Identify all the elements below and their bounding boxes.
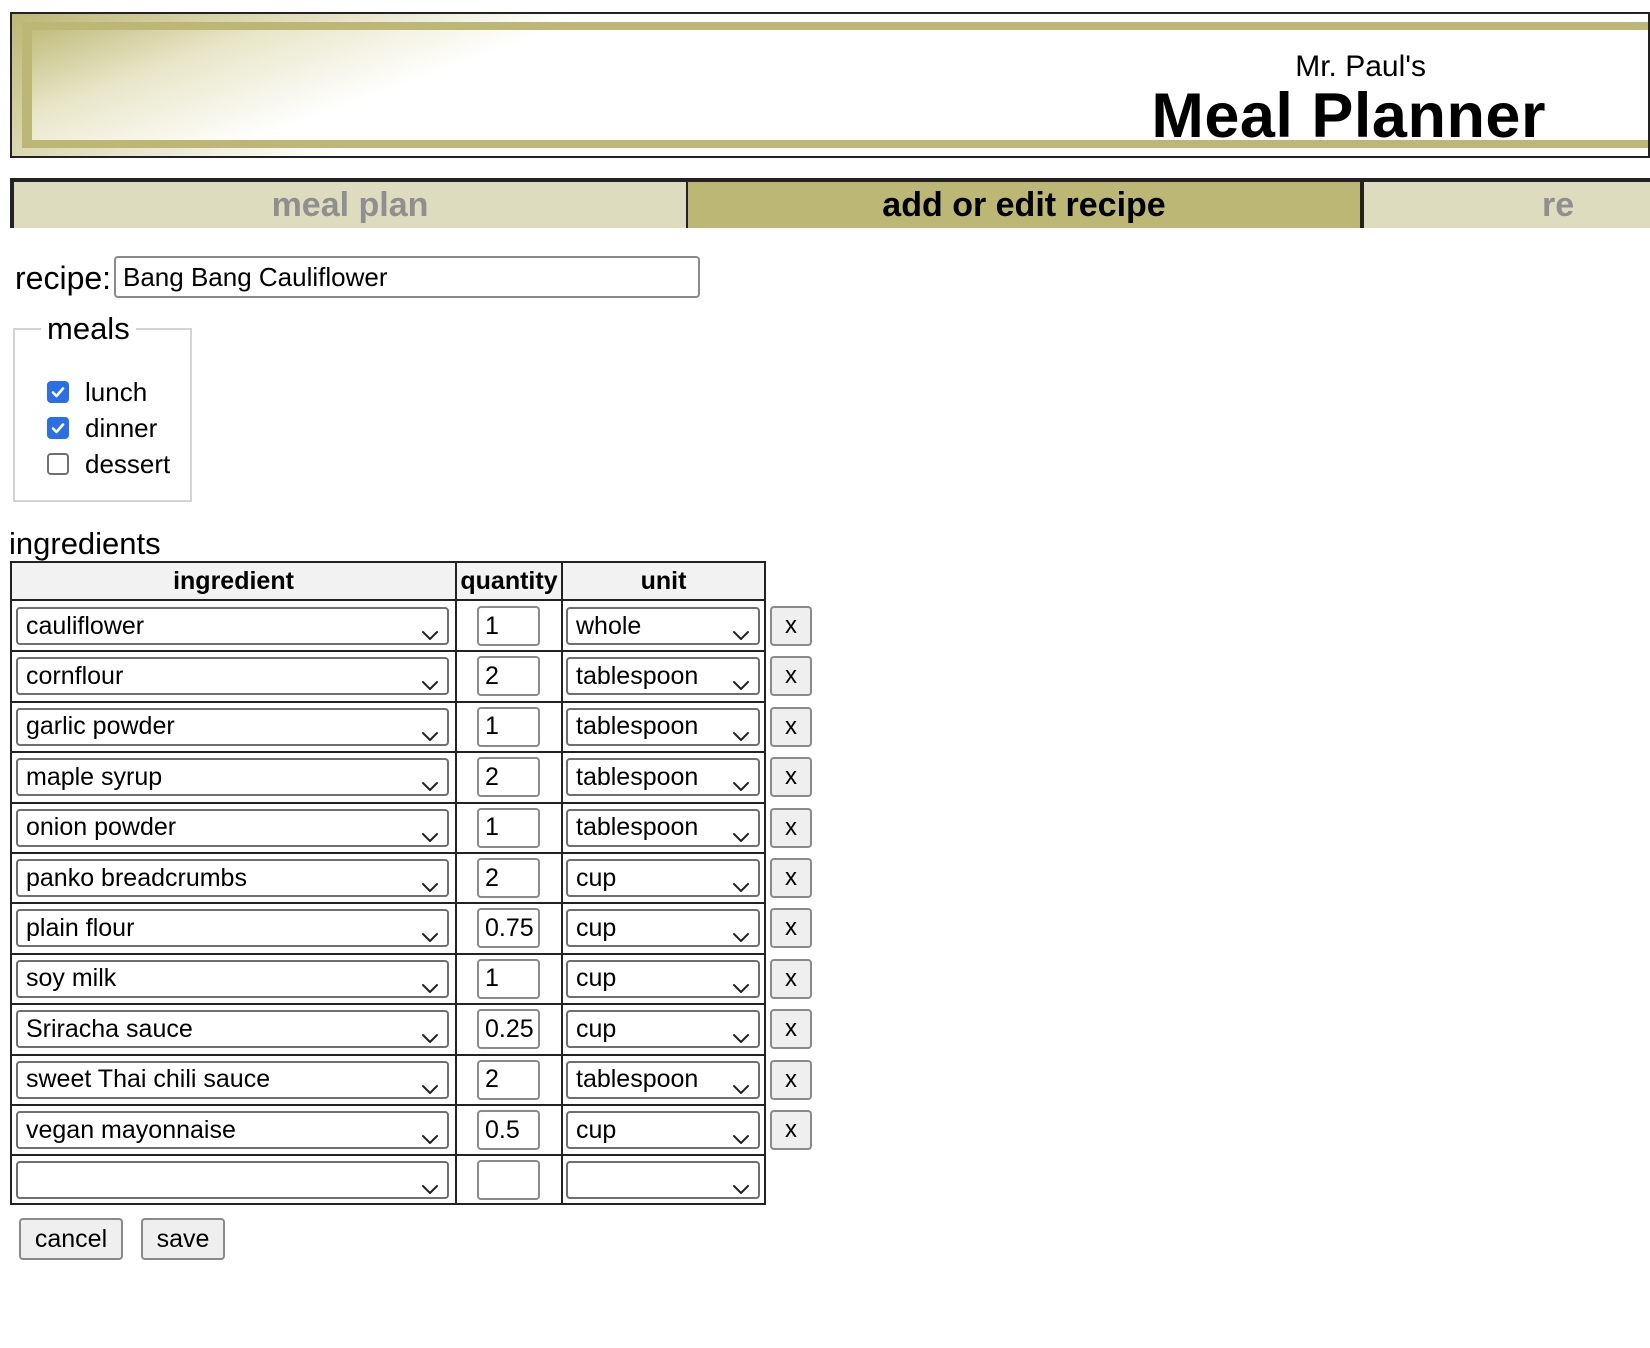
ingredient-select[interactable] [16,859,449,897]
column-header-unit: unit [640,566,687,595]
app-subtitle: Mr. Paul's [1295,50,1426,83]
meals-legend: meals [41,312,136,346]
recipe-name-input[interactable] [114,256,700,298]
unit-select[interactable] [566,960,760,998]
quantity-input[interactable]: 1 [477,707,540,747]
ingredient-value: vegan mayonnaise [26,1115,236,1144]
chevron-down-icon [421,1074,439,1086]
app-title: Meal Planner [1151,81,1546,151]
ingredient-value: cauliflower [26,611,145,640]
table-row [12,702,764,752]
chevron-down-icon [732,1074,750,1086]
check-icon [50,384,66,400]
chevron-down-icon [732,771,750,783]
quantity-input[interactable]: 1 [477,808,540,848]
quantity-input[interactable] [477,1160,540,1200]
chevron-down-icon [421,922,439,934]
unit-value: tablespoon [576,661,699,690]
cancel-button[interactable]: cancel [19,1218,123,1260]
quantity-input[interactable]: 0.5 [477,1110,540,1150]
quantity-input[interactable]: 0.25 [477,1009,540,1049]
ingredient-select[interactable] [16,960,449,998]
ingredient-value: sweet Thai chili sauce [26,1065,271,1094]
column-header-ingredient: ingredient [173,566,294,595]
remove-ingredient-button[interactable]: x [770,606,812,646]
remove-ingredient-button[interactable]: x [770,656,812,696]
chevron-down-icon [732,1124,750,1136]
check-icon [50,420,66,436]
chevron-down-icon [421,1174,439,1186]
ingredients-table [10,561,766,1205]
unit-value: cup [576,863,617,892]
table-row [12,853,764,903]
unit-select[interactable] [566,1010,760,1048]
tab-meal-plan[interactable]: meal plan [10,178,686,228]
unit-select[interactable] [566,1061,760,1099]
chevron-down-icon [421,620,439,632]
unit-value: cup [576,1014,617,1043]
ingredient-value: garlic powder [26,712,175,741]
unit-value: cup [576,913,617,942]
ingredient-value: panko breadcrumbs [26,863,247,892]
ingredient-value: maple syrup [26,762,163,791]
table-header [12,563,764,601]
chevron-down-icon [421,973,439,985]
tab-add-or-edit-recipe[interactable]: add or edit recipe [686,178,1360,228]
meal-option-dessert[interactable] [47,449,170,479]
table-row [12,601,764,651]
table-row [12,903,764,953]
unit-select[interactable] [566,809,760,847]
dessert-checkbox[interactable] [47,453,69,475]
chevron-down-icon [421,670,439,682]
chevron-down-icon [421,822,439,834]
remove-ingredient-button[interactable]: x [770,908,812,948]
table-row [12,651,764,701]
unit-select[interactable] [566,859,760,897]
remove-ingredient-button[interactable]: x [770,707,812,747]
unit-select[interactable] [566,758,760,796]
meal-option-dinner[interactable] [47,413,157,443]
meal-option-lunch[interactable] [47,377,147,407]
dinner-label: dinner [85,412,158,443]
unit-value: tablespoon [576,813,699,842]
unit-value: tablespoon [576,1065,699,1094]
dinner-checkbox[interactable] [47,417,69,439]
ingredient-select[interactable] [16,657,449,695]
table-row [12,1055,764,1105]
chevron-down-icon [421,872,439,884]
column-header-quantity: quantity [460,566,558,595]
tab-third[interactable]: re [1360,178,1650,228]
ingredients-heading: ingredients [9,526,161,561]
chevron-down-icon [421,771,439,783]
unit-select[interactable] [566,657,760,695]
quantity-input[interactable]: 2 [477,656,540,696]
lunch-label: lunch [85,376,148,407]
recipe-label: recipe: [15,260,112,296]
banner-top-stripe [22,22,1648,30]
chevron-down-icon [732,1023,750,1035]
quantity-input[interactable]: 2 [477,757,540,797]
ingredient-value: Sriracha sauce [26,1014,193,1043]
unit-value: cup [576,1115,617,1144]
save-button[interactable]: save [141,1218,225,1260]
unit-value: cup [576,964,617,993]
unit-select[interactable] [566,708,760,746]
chevron-down-icon [421,1124,439,1136]
lunch-checkbox[interactable] [47,381,69,403]
chevron-down-icon [732,973,750,985]
ingredient-select[interactable] [16,1061,449,1099]
chevron-down-icon [421,1023,439,1035]
unit-select[interactable] [566,1111,760,1149]
chevron-down-icon [732,620,750,632]
chevron-down-icon [732,922,750,934]
table-row [12,1004,764,1054]
tab-bar [10,178,1650,228]
quantity-input[interactable]: 1 [477,959,540,999]
header-banner [10,12,1650,158]
remove-ingredient-button[interactable]: x [770,1060,812,1100]
banner-left-stripe [22,22,32,148]
ingredient-select[interactable] [16,1111,449,1149]
ingredient-select[interactable] [16,1010,449,1048]
remove-ingredient-button[interactable]: x [770,1110,812,1150]
ingredient-select[interactable] [16,809,449,847]
ingredient-value: soy milk [26,964,117,993]
chevron-down-icon [732,670,750,682]
remove-ingredient-button[interactable]: x [770,959,812,999]
table-row [12,1105,764,1155]
remove-ingredient-button[interactable]: x [770,858,812,898]
chevron-down-icon [732,872,750,884]
chevron-down-icon [421,721,439,733]
quantity-input[interactable]: 2 [477,858,540,898]
ingredient-value: cornflour [26,661,124,690]
ingredient-value: plain flour [26,913,135,942]
remove-ingredient-button[interactable]: x [770,757,812,797]
quantity-input[interactable]: 0.75 [477,908,540,948]
table-row [12,803,764,853]
unit-select[interactable] [566,1161,760,1199]
unit-select[interactable] [566,607,760,645]
ingredient-value: onion powder [26,813,177,842]
chevron-down-icon [732,822,750,834]
ingredient-select[interactable] [16,909,449,947]
table-row [12,1155,764,1205]
unit-value: whole [576,611,642,640]
remove-ingredient-button[interactable]: x [770,808,812,848]
unit-select[interactable] [566,909,760,947]
ingredient-select[interactable] [16,1161,449,1199]
remove-ingredient-button[interactable]: x [770,1009,812,1049]
unit-value: tablespoon [576,712,699,741]
chevron-down-icon [732,1174,750,1186]
table-row [12,752,764,802]
quantity-input[interactable]: 1 [477,606,540,646]
ingredient-select[interactable] [16,758,449,796]
unit-value: tablespoon [576,762,699,791]
dessert-label: dessert [85,448,171,479]
quantity-input[interactable]: 2 [477,1060,540,1100]
meals-fieldset [13,311,192,502]
ingredient-select[interactable] [16,708,449,746]
ingredient-select[interactable] [16,607,449,645]
chevron-down-icon [732,721,750,733]
table-row [12,954,764,1004]
